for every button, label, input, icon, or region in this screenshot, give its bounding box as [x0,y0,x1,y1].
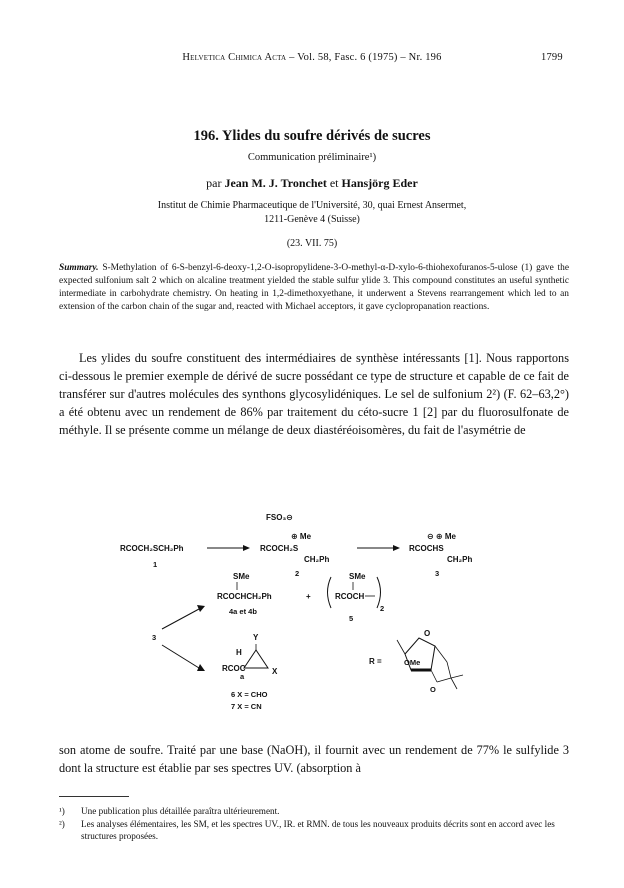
furanose-r-bond [397,640,405,654]
scheme-svg [59,472,569,752]
start-compound-label: 3 [152,633,157,642]
isopropylidene-bond-2 [437,678,451,682]
author-conjunction: et [329,176,339,190]
isopropylidene-bond-1 [431,670,437,682]
compound-2-benzyl: CH₂Ph [304,555,330,564]
compound-6-label: 6 X = CHO [231,690,268,699]
body-text-continued: son atome de soufre. Traité par une base (NaOH), il fournit avec un rendement de 77% le sulfylide 3 dont la structure est établie par ses spectres UV. (absorption à [59,743,569,775]
summary-label: Summary. [59,263,99,273]
r-definition: R = [369,657,382,666]
page-number: 1799 [541,52,563,63]
isopropylidene-bond-3 [435,646,447,662]
compound-1-label: 1 [153,560,158,569]
compound-67-x: X [272,667,278,676]
compound-3-label: 3 [435,569,440,578]
author-2: Hansjörg Eder [341,176,418,190]
footnote-1-text: Une publication plus détaillée paraîtra ultérieurement. [81,806,280,816]
author-1: Jean M. J. Tronchet [224,176,327,190]
summary-text: S-Methylation of 6-S-benzyl-6-deoxy-1,2-O-isopropylidene-3-O-methyl-α-D-xylo-6-thiohexofuranos-5-ulose (1) gave the expected sulfonium salt 2 which on alcaline treatment yielded the stable sulfur ylide 3. This compound constitutes an useful synthetic intermediate in carbohydrate chemistry. On heating in 1,2-dimethoxyethane, it underwent a Stevens rearrangement which led to an extension of the carbon chain of the sugar and, reacted with Michael acceptors, it gave cyclopropanation reactions. [59,263,570,312]
compound-3-benzyl: CH₂Ph [447,555,473,564]
compound-5-bracket-left [328,577,332,608]
cyclopropane-ring [244,650,268,668]
footnote-2 [59,818,569,843]
footnote-1 [59,805,569,818]
journal-name: Helvetica Chimica Acta [182,52,287,63]
compound-3-charges: ⊖ ⊕ Me [427,532,456,541]
reaction-scheme [59,472,569,752]
compound-2-label: 2 [295,569,300,578]
furanose-ring-oxygen: O [424,629,431,638]
compound-2: RCOCH₂S [260,544,299,553]
affiliation-line-2: 1211-Genève 4 (Suisse) [264,214,360,225]
furanose-ome: OMe [404,658,421,667]
compound-67-alpha: a [240,672,245,681]
arrow-2-3-head [393,545,400,551]
compound-5-sme: SMe [349,572,366,581]
compound-2-methyl: ⊕ Me [291,532,312,541]
plus-sign: + [306,592,311,601]
arrow-3-to-4 [162,609,199,629]
affiliation-line-1: Institut de Chimie Pharmaceutique de l'Université, 30, quai Ernest Ansermet, [157,200,467,211]
author-line [0,176,624,191]
author-prefix: par [206,176,222,190]
article-subtitle: Communication préliminaire¹) [247,152,377,163]
footnote-2-text: Les analyses élémentaires, les SM, et les spectres UV., IR. et RMN. de tous les nouveaux produits décrits sont en accord avec les structures proposées. [81,818,555,841]
counterion-label: FSO₃⊖ [266,513,293,522]
compound-7-label: 7 X = CN [231,702,262,711]
isopropylidene-oxygen: O [430,685,436,694]
compound-5: RCOCH [335,592,365,601]
isopropylidene-methyl-2 [451,678,457,689]
footnote-1-mark: ¹) [59,806,65,816]
compound-5-label: 5 [349,614,354,623]
compound-1: RCOCH₂SCH₂Ph [120,544,184,553]
body-paragraph: Les ylides du soufre constituent des intermédiaires de synthèse intéressants [1]. Nous rapportons ci-dessous le premier exemple de dérivé de sucre possédant ce type de structure et capable de ce fait de transférer sur d'autres molécules des synthons glycosylidéniques. Le sel de sulfonium 2²) (F. 62–63,2°) a été obtenu avec un rendement de 86% par traitement du céto-sucre 1 [2] par du fluorosulfonate de méthyle. Il se présente comme un mélange de deux diastéréoisomères, du fait de l'asymétrie de [59,351,569,437]
article-title: 196. Ylides du soufre dérivés de sucres [193,128,431,144]
arrow-3-to-6 [162,645,199,668]
compound-67-h: H [236,648,242,657]
summary-abstract [59,262,569,314]
received-date: (23. VII. 75) [286,238,338,249]
footnote-2-mark: ²) [59,818,65,829]
journal-details: – Vol. 58, Fasc. 6 (1975) – Nr. 196 [289,52,442,63]
compound-4: RCOCHCH₂Ph [217,592,272,601]
isopropylidene-bond-4 [447,662,451,678]
isopropylidene-methyl-1 [451,675,463,678]
body-text [59,349,569,439]
compound-4-sme: SMe [233,572,250,581]
footnote-rule [59,796,129,797]
footnotes [59,805,569,843]
arrow-3-to-4-head [197,605,205,612]
compound-67-y: Y [253,633,259,642]
arrow-1-2-head [243,545,250,551]
compound-4-label: 4a et 4b [229,607,257,616]
compound-5-subscript: 2 [380,604,385,613]
compound-3: RCOCHS [409,544,444,553]
compound-67: RCOC [222,664,246,673]
